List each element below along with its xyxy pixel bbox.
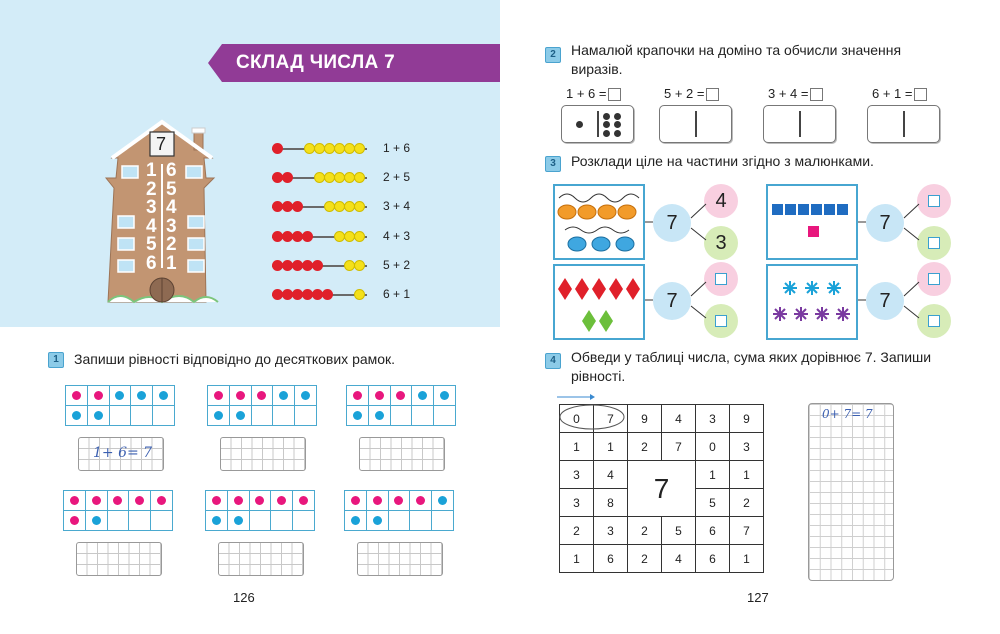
task-2-badge: 2 xyxy=(545,47,561,63)
abacus-label: 1 + 6 xyxy=(383,141,411,155)
part-circle-1b: 3 xyxy=(704,226,738,260)
table-cell[interactable]: 7 xyxy=(662,433,696,461)
table-cell[interactable]: 2 xyxy=(628,433,662,461)
expression-text: 3 + 4 = xyxy=(768,86,809,101)
house-number: 4 xyxy=(146,215,157,237)
part-circle-1a: 4 xyxy=(704,184,738,218)
house-number: 6 xyxy=(146,252,157,274)
table-cell[interactable]: 5 xyxy=(662,517,696,545)
abacus-label: 3 + 4 xyxy=(383,199,411,214)
table-cell[interactable]: 6 xyxy=(696,545,730,573)
table-cell[interactable]: 3 xyxy=(730,433,764,461)
table-cell[interactable]: 9 xyxy=(730,405,764,433)
house-number: 1 xyxy=(166,252,177,274)
house-roof-number: 7 xyxy=(156,134,167,154)
page-title: СКЛАД ЧИСЛА 7 xyxy=(236,52,395,73)
table-cell[interactable]: 2 xyxy=(628,517,662,545)
table-cell[interactable]: 1 xyxy=(696,461,730,489)
table-cell[interactable]: 3 xyxy=(594,517,628,545)
handwritten-example: 0+ 7= 7 xyxy=(822,407,873,421)
expression-text: 1 + 6 = xyxy=(566,86,607,101)
table-cell[interactable]: 6 xyxy=(594,545,628,573)
task-4-text-line1: Обведи у таблиці числа, сума яких дорівнює 7. Запиши xyxy=(571,349,932,365)
house-number: 2 xyxy=(166,234,177,255)
expression-text: 5 + 2 = xyxy=(664,86,705,101)
house-number: 4 xyxy=(166,197,177,218)
answer-grid-paper[interactable] xyxy=(808,403,894,581)
table-cell[interactable]: 5 xyxy=(696,489,730,517)
task-4-badge: 4 xyxy=(545,353,561,369)
table-cell[interactable]: 7 xyxy=(730,517,764,545)
whole-circle-3: 7 xyxy=(653,282,691,320)
table-cell[interactable]: 4 xyxy=(594,461,628,489)
abacus-label: 2 + 5 xyxy=(383,170,411,185)
whole-circle-2: 7 xyxy=(866,204,904,242)
table-cell[interactable]: 1 xyxy=(594,433,628,461)
whole-circle-1: 7 xyxy=(653,204,691,242)
abacus-label: 4 + 3 xyxy=(383,228,411,243)
circled-pair-oval xyxy=(558,403,628,433)
task-3-badge: 3 xyxy=(545,156,561,172)
abacus-label: 6 + 1 xyxy=(383,287,411,301)
house-number: 5 xyxy=(146,234,157,255)
table-cell[interactable]: 2 xyxy=(628,545,662,573)
table-cell[interactable]: 4 xyxy=(662,545,696,573)
house-number: 3 xyxy=(146,197,157,218)
house-number: 3 xyxy=(166,215,177,237)
expression-text: 6 + 1 = xyxy=(872,86,913,101)
whole-circle-4: 7 xyxy=(866,282,904,320)
table-cell[interactable]: 8 xyxy=(594,489,628,517)
task-2-text-line2: виразів. xyxy=(571,61,623,77)
table-cell[interactable]: 1 xyxy=(730,545,764,573)
table-cell[interactable]: 4 xyxy=(662,405,696,433)
page-number-left: 126 xyxy=(233,590,255,605)
task-3-text: Розклади ціле на частини згідно з малюнками. xyxy=(571,153,874,169)
table-cell[interactable]: 6 xyxy=(696,517,730,545)
table-cell[interactable]: 1 xyxy=(560,545,594,573)
page-number-right: 127 xyxy=(747,590,769,605)
table-center-number: 7 xyxy=(628,461,696,517)
abacus-label: 5 + 2 xyxy=(383,257,411,272)
table-cell[interactable]: 1 xyxy=(560,433,594,461)
table-cell[interactable]: 0 xyxy=(560,405,594,433)
table-cell[interactable]: 7 xyxy=(594,405,628,433)
table-cell[interactable]: 3 xyxy=(560,461,594,489)
handwritten-answer: 1+ 6= 7 xyxy=(93,445,153,461)
table-cell[interactable]: 0 xyxy=(696,433,730,461)
task-1-badge: 1 xyxy=(48,352,64,368)
table-cell[interactable]: 3 xyxy=(696,405,730,433)
table-cell[interactable]: 2 xyxy=(560,517,594,545)
table-cell[interactable]: 1 xyxy=(730,461,764,489)
house-number: 6 xyxy=(166,160,177,181)
table-cell[interactable]: 9 xyxy=(628,405,662,433)
task-4-text-line2: рівності. xyxy=(571,368,626,384)
house-number: 5 xyxy=(166,178,177,200)
task-2-text-line1: Намалюй крапочки на доміно та обчисли значення xyxy=(571,42,902,58)
table-cell[interactable]: 3 xyxy=(560,489,594,517)
house-number: 1 xyxy=(146,160,157,181)
table-cell[interactable]: 2 xyxy=(730,489,764,517)
house-number: 2 xyxy=(146,178,157,200)
task-1-text: Запиши рівності відповідно до десяткових рамок. xyxy=(74,351,396,367)
